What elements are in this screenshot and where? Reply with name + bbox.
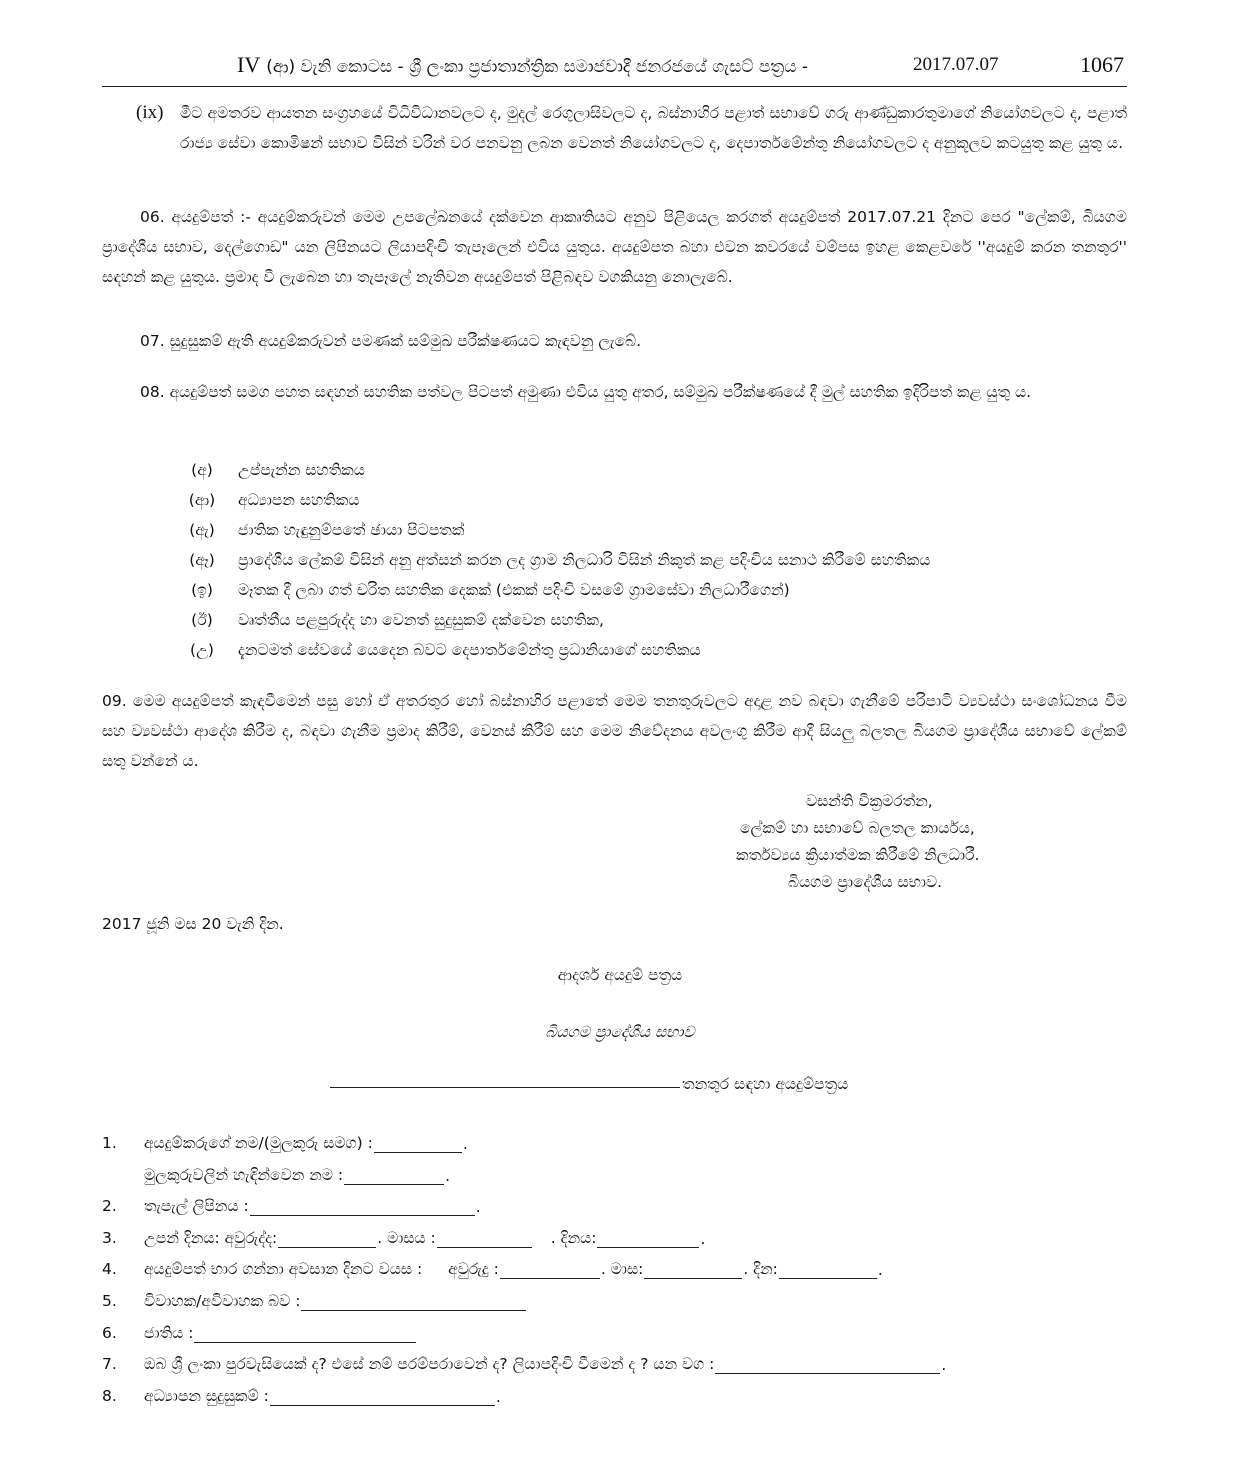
- form-row: [102, 1193, 1132, 1225]
- post-label: තනතුර සඳහා අයදුම්පත්‍රය: [682, 1075, 849, 1093]
- list-item: [182, 515, 1132, 545]
- form-row: [102, 1162, 1132, 1194]
- list-marker: (ආ): [188, 491, 216, 509]
- full-name-label: අයදුම්කරුගේ නම/(මුලකුරු සමග) :: [144, 1134, 373, 1152]
- full-name-field[interactable]: [374, 1138, 462, 1153]
- signatory-office: බියගම ප්‍රාදේශීය සභාව.: [788, 873, 943, 891]
- list-marker: (ඉ): [191, 581, 213, 599]
- row-number: 1.: [102, 1134, 117, 1152]
- section-09-text: 09. මෙම අයදුම්පත් කැඳවීමෙන් පසු හෝ ඒ අතරතුර හෝ බස්නාහිර පළාතේ මෙම තනතුරුවලට අදාළ නව බඳවා ගැනීමේ පරිපාටි ව්‍යවස්ථා සංශෝධනය වීම සහ ව්‍යවස්ථා ආදේශ කිරීම ද, බඳවා ගැනීම ප්‍රමාද කිරීම්, වෙනස් කිරීම් සහ මෙම නිවේදනය අවලංගු කිරීම ආදී සියලු බලතල බියගම ප්‍රාදේශීය සභාවේ ලේකම් සතු වන්නේ ය.: [102, 692, 1127, 770]
- postal-address-field[interactable]: [250, 1201, 475, 1216]
- list-item: [182, 635, 1132, 665]
- form-row: [102, 1256, 1132, 1288]
- clause-ix-text: මීට අමතරව ආයතන සංග්‍රහයේ විධිවිධානවලට ද, මුදල් රෙගුලාසිවලට ද, බස්නාහිර පළාත් සභාවේ ගරු ආණ්ඩුකාරතුමාගේ නියෝගවලට ද, පළාත් රාජ්‍ය සේවා කොමිෂන් සභාව විසින් වරින් වර පනවනු ලබන වෙනත් නියෝගවලට ද, දෙපාර්තමේන්තු නියෝගවලට ද අනුකූලව කටයුතු කළ යුතු ය.: [180, 104, 1127, 152]
- gazette-header-title: [237, 52, 808, 78]
- row-number: 4.: [102, 1260, 117, 1279]
- header-title-text: (ආ) වැනි කොටස - ශ්‍රී ලංකා ප්‍රජාතාන්ත්‍රික සමාජවාදී ජනරජයේ ගැසට් පත්‍රය -: [266, 57, 808, 77]
- signatory-title-2: කර්තව්‍යය ක්‍රියාත්මක කිරීමේ නිලධාරී.: [736, 846, 980, 864]
- age-months-label: . මාස:: [600, 1260, 644, 1279]
- marital-status-label: විවාහක/අවිවාහක බව :: [144, 1291, 301, 1310]
- gazette-date: 2017.07.07: [913, 54, 999, 75]
- page-number: 1067: [1080, 52, 1124, 77]
- row-end: .: [445, 1166, 451, 1185]
- row-end: .: [941, 1356, 947, 1375]
- row-end: .: [495, 1387, 501, 1406]
- application-form: [102, 1130, 1132, 1414]
- signature-block: [660, 788, 1120, 896]
- post-name-blank: [330, 1087, 680, 1088]
- signatory-name: වසන්ති වික්‍රමරත්න,: [806, 792, 933, 810]
- section-07: [102, 326, 1127, 356]
- age-label: අයදුම්පත් භාර ගන්නා අවසාන දිනට වයස :: [144, 1260, 423, 1279]
- list-marker: (ඇ): [189, 521, 215, 539]
- clause-ix-number: (ix): [136, 102, 164, 123]
- age-days-label: . දින:: [743, 1260, 778, 1279]
- section-08: [102, 377, 1127, 407]
- nationality-label: ජාතිය :: [144, 1323, 194, 1342]
- list-marker: (අ): [191, 461, 213, 479]
- dob-month-field[interactable]: [437, 1233, 532, 1248]
- list-text: ප්‍රාදේශීය ලේකම් විසින් අනු අත්සන් කරන ලද ග්‍රාම නිලධාරි විසින් නිකුත් කළ පදිංචිය සනාථ කිරීමේ සහතිකය: [238, 551, 931, 569]
- row-end: .: [877, 1261, 883, 1280]
- list-marker: (ඈ): [189, 551, 215, 569]
- dob-year-label: උපන් දිනය: අවුරුද්ද:: [144, 1228, 278, 1247]
- list-item: [182, 485, 1132, 515]
- age-years-field[interactable]: [500, 1264, 600, 1279]
- dob-day-field[interactable]: [597, 1233, 699, 1248]
- education-label: අධ්‍යාපන සුදුසුකම් :: [144, 1386, 269, 1405]
- initials-name-label: මුලකුරුවලින් හැඳින්වෙන නම :: [144, 1165, 344, 1184]
- row-number: 2.: [102, 1197, 117, 1216]
- dob-year-field[interactable]: [278, 1233, 376, 1248]
- list-text: උප්පැන්න සහතිකය: [238, 461, 365, 479]
- form-row: [102, 1320, 1132, 1352]
- list-text: මෑතක දී ලබා ගත් චරිත සහතික දෙකක් (එකක් පදිංචි වසමේ ග්‍රාමසේවා නිලධාරීගෙන්): [238, 581, 790, 599]
- row-number: 8.: [102, 1386, 117, 1405]
- row-end: .: [700, 1229, 706, 1248]
- row-number: 3.: [102, 1228, 117, 1247]
- form-row: [102, 1225, 1132, 1257]
- citizenship-field[interactable]: [715, 1359, 940, 1374]
- section-07-text: 07. සුදුසුකම් ඇති අයදුම්කරුවන් පමණක් සම්මුඛ පරීක්ෂණයට කැඳවනු ලැබේ.: [140, 332, 642, 350]
- list-text: ජාතික හැඳුනුම්පතේ ඡායා පිටපතක්: [238, 521, 465, 539]
- citizenship-label: ඔබ ශ්‍රී ලංකා පුරවැසියෙක් ද? එසේ නම් පරම්පරාවෙන් ද? ලියාපදිංචි වීමෙන් ද ? යන වග :: [144, 1355, 715, 1374]
- postal-address-label: තැපැල් ලිපිනය :: [144, 1197, 249, 1216]
- signatory-title-1: ලේකම් හා සභාවේ බලතල කාර්යය,: [740, 819, 975, 837]
- list-text: දැනටමත් සේවයේ යෙදෙන බවට දෙපාර්තමේන්තු ප්‍රධානියාගේ සහතිකය: [238, 641, 701, 659]
- nationality-field[interactable]: [194, 1328, 416, 1343]
- section-08-text: 08. අයදුම්පත් සමග පහත සඳහන් සහතික පත්වල පිටපත් අමුණා එවිය යුතු අතර, සම්මුඛ පරීක්ෂණයේ දී මුල් සහතික ඉදිරිපත් කළ යුතු ය.: [140, 383, 1032, 401]
- header-divider: [102, 86, 1127, 87]
- form-title: ආදර්ශ අයදුම් පත්‍රය: [557, 966, 683, 984]
- required-documents-list: [182, 455, 1132, 665]
- age-months-field[interactable]: [644, 1264, 742, 1279]
- marital-status-field[interactable]: [301, 1296, 526, 1311]
- row-number: 7.: [102, 1355, 117, 1374]
- row-end: .: [475, 1198, 481, 1217]
- form-row: [102, 1351, 1132, 1383]
- list-item: [182, 455, 1132, 485]
- education-field[interactable]: [270, 1391, 495, 1406]
- list-item: [182, 575, 1132, 605]
- list-marker: (ඊ): [191, 611, 213, 629]
- list-marker: (උ): [190, 641, 214, 659]
- row-number: 6.: [102, 1323, 117, 1342]
- list-text: වෘත්තීය පළපුරුද්ද හා වෙනත් සුදුසුකම් දක්වෙන සහතික,: [238, 611, 604, 629]
- section-06: [102, 202, 1127, 292]
- section-06-text: 06. අයදුම්පත් :- අයදුම්කරුවන් මෙම උපලේඛනයේ දක්වෙන ආකෘතියට අනුව පිළියෙල කරගත් අයදුම්පත් 2017.07.21 දිනට පෙර "ලේකම්, බියගම ප්‍රාදේශීය සභාව, දෙල්ගොඩ" යන ලිපිනයට ලියාපදිංචි තැපෑලෙන් එවිය යුතුය. අයදුම්පත බහා එවන කවරයේ වම්පස ඉහළ කෙළවරේ ''අයදුම් කරන තනතුර'' සඳහන් කළ යුතුය. ප්‍රමාද වී ලැබෙන හා තැපෑලේ නැතිවන අයදුම්පත් පිළිබඳව වගකියනු නොලැබේ.: [102, 208, 1127, 286]
- dob-day-label: . දිනය:: [550, 1228, 597, 1247]
- form-row: [102, 1383, 1132, 1415]
- list-item: [182, 545, 1132, 575]
- age-days-field[interactable]: [779, 1264, 877, 1279]
- dob-month-label: . මාසය :: [377, 1228, 436, 1247]
- part-roman-numeral: IV: [237, 52, 261, 77]
- list-text: අධ්‍යාපන සහතිකය: [238, 491, 360, 509]
- issue-date: 2017 ජූනි මස 20 වැනි දින.: [102, 915, 284, 933]
- form-row: [102, 1288, 1132, 1320]
- list-item: [182, 605, 1132, 635]
- row-number: 5.: [102, 1291, 117, 1310]
- form-row: [102, 1130, 1132, 1162]
- age-years-label: අවුරුදු :: [448, 1260, 499, 1279]
- row-end: .: [462, 1135, 468, 1153]
- initials-name-field[interactable]: [344, 1170, 444, 1185]
- form-subtitle: බියගම ප්‍රාදේශීය සභාව: [545, 1023, 695, 1041]
